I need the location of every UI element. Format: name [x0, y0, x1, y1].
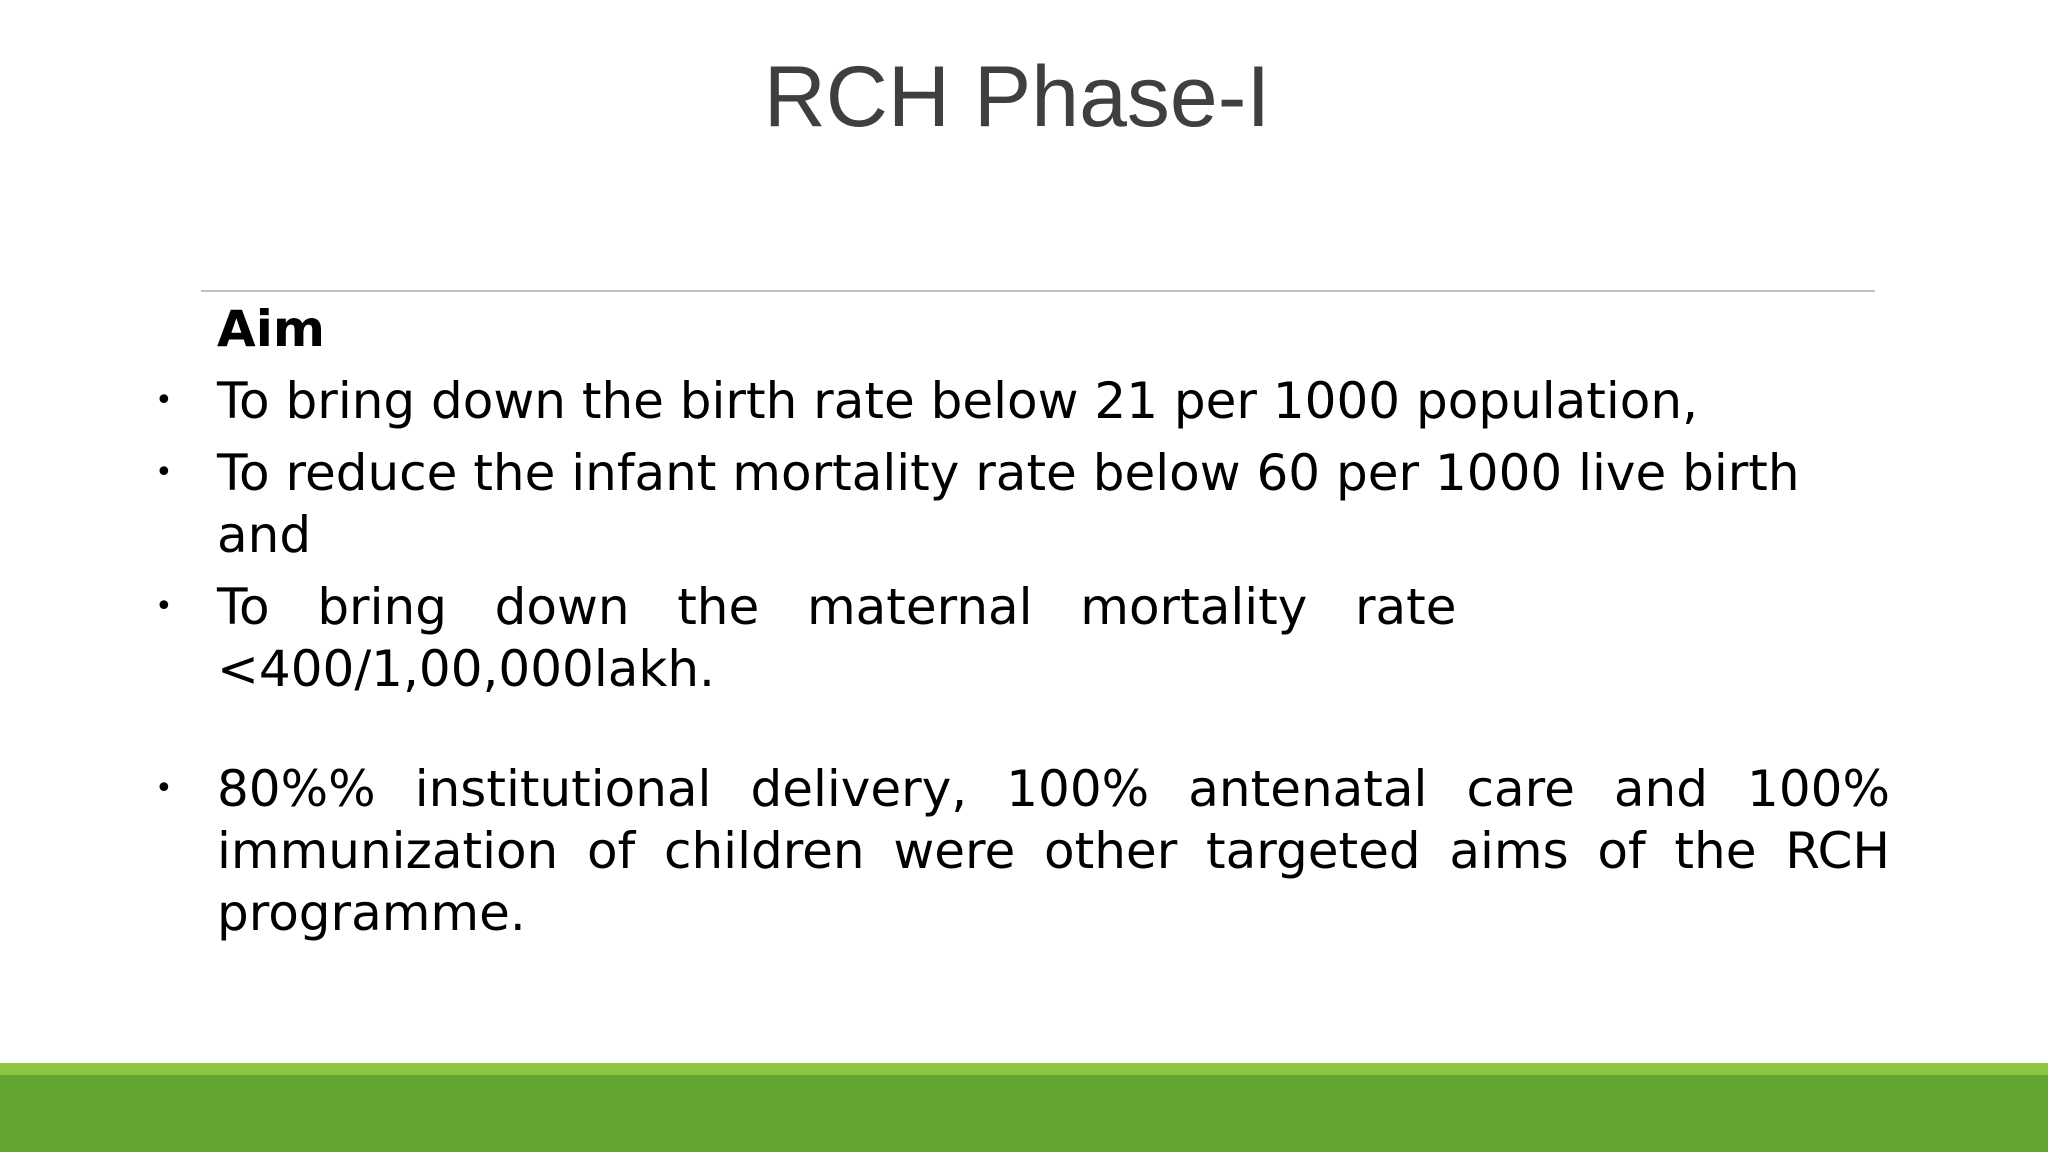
- footer-accent-stripe: [0, 1063, 2048, 1075]
- bullet-text: To bring down the maternal mortality rate <400/1,00,000lakh.: [217, 578, 1473, 698]
- slide-title: RCH Phase-I: [763, 49, 1271, 145]
- bullet-icon: •: [155, 771, 173, 806]
- footer-bar: [0, 1075, 2048, 1152]
- aim-heading: Aim: [217, 300, 325, 358]
- bullet-text: To reduce the infant mortality rate below 60 per 1000 live birth and: [217, 444, 1800, 564]
- bullet-text: To bring down the birth rate below 21 per 1000 population,: [217, 372, 1698, 430]
- bullet-icon: •: [155, 589, 173, 624]
- bullet-item-birth-rate: [145, 370, 1890, 432]
- bullet-icon: •: [155, 383, 173, 418]
- title-divider: [201, 290, 1875, 292]
- bullet-item-infant-mortality: [145, 442, 1890, 566]
- bullet-icon: •: [155, 455, 173, 490]
- bullet-item-other-aims: [145, 758, 1890, 944]
- bullet-text: 80%% institutional delivery, 100% antenatal care and 100% immunization of children were other targeted aims of the RCH programme.: [217, 760, 1890, 942]
- bullet-item-maternal-mortality: [145, 576, 1654, 700]
- content-area: [145, 298, 1890, 954]
